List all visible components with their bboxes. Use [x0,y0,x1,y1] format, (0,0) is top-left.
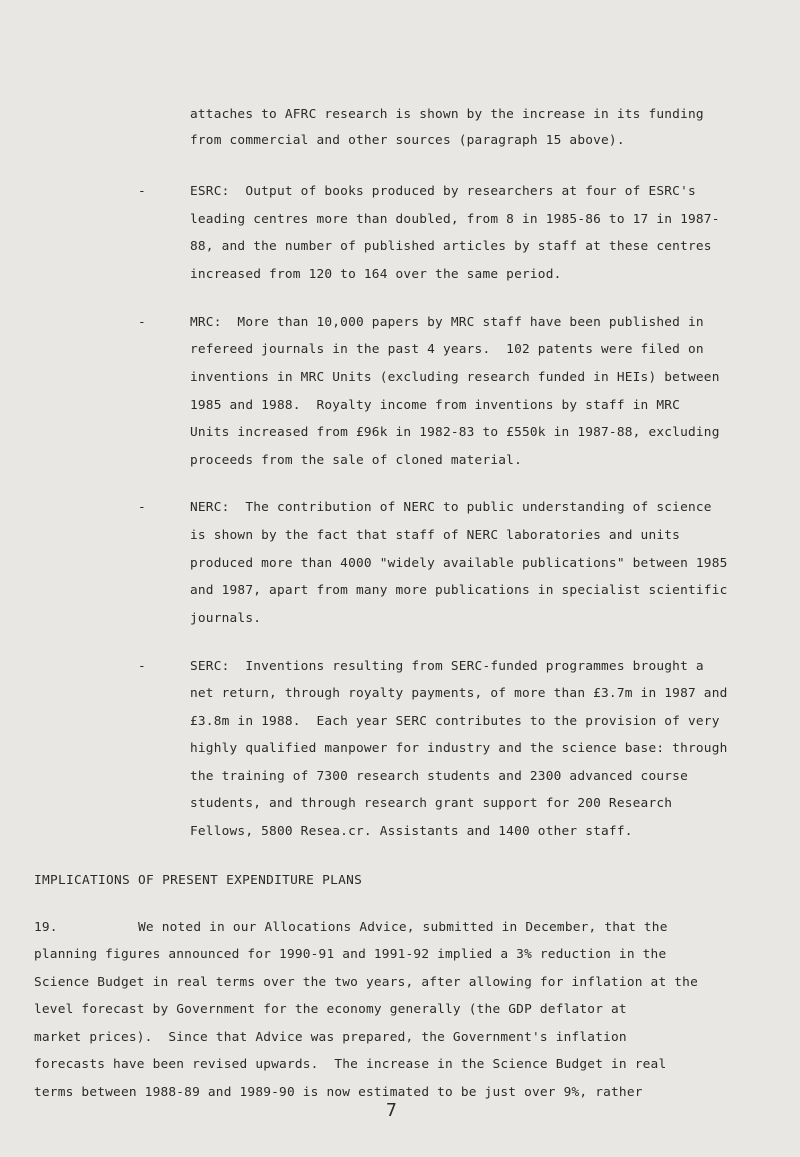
bullet-mrc-line: proceeds from the sale of cloned material. [190,453,522,468]
bullet-mrc-line: 1985 and 1988. Royalty income from inventions by staff in MRC [190,398,681,413]
text-line: attaches to AFRC research is shown by the increase in its funding [190,107,704,122]
paragraph-number: 19. [34,920,58,935]
bullet-serc-line: £3.8m in 1988. Each year SERC contributes to the provision of very [190,714,720,729]
text-line: from commercial and other sources (paragraph 15 above). [190,133,625,148]
bullet-serc-line: students, and through research grant support for 200 Research [190,796,673,811]
bullet-esrc-line: 88, and the number of published articles by staff at these centres [190,239,712,254]
paragraph-19-line: Science Budget in real terms over the two years, after allowing for inflation at the [34,975,698,990]
section-heading: IMPLICATIONS OF PRESENT EXPENDITURE PLANS [34,873,363,888]
bullet-esrc-line: increased from 120 to 164 over the same period. [190,267,562,282]
bullet-marker: - [138,659,146,674]
bullet-mrc-line: inventions in MRC Units (excluding research funded in HEIs) between [190,370,720,385]
paragraph-19-line: forecasts have been revised upwards. The increase in the Science Budget in real [34,1057,667,1072]
bullet-serc-line: SERC: Inventions resulting from SERC-funded programmes brought a [190,659,704,674]
bullet-nerc-line: produced more than 4000 "widely available publications" between 1985 [190,556,728,571]
bullet-mrc-line: MRC: More than 10,000 papers by MRC staff have been published in [190,315,704,330]
bullet-nerc-line: NERC: The contribution of NERC to public understanding of science [190,500,712,515]
bullet-esrc-line: leading centres more than doubled, from 8 in 1985-86 to 17 in 1987- [190,212,720,227]
bullet-esrc-line: ESRC: Output of books produced by researchers at four of ESRC's [190,184,696,199]
bullet-serc-line: highly qualified manpower for industry and the science base: through [190,741,728,756]
bullet-serc-line: net return, through royalty payments, of more than £3.7m in 1987 and [190,686,728,701]
bullet-nerc-line: journals. [190,611,262,626]
bullet-serc-line: the training of 7300 research students and 2300 advanced course [190,769,688,784]
bullet-mrc-line: Units increased from £96k in 1982-83 to £550k in 1987-88, excluding [190,425,720,440]
bullet-marker: - [138,315,146,330]
bullet-serc-line: Fellows, 5800 Resea.cr. Assistants and 1400 other staff. [190,824,633,839]
bullet-marker: - [138,500,146,515]
paragraph-19-line: planning figures announced for 1990-91 and 1991-92 implied a 3% reduction in the [34,947,667,962]
paragraph-19-line: market prices). Since that Advice was prepared, the Government's inflation [34,1030,627,1045]
bullet-mrc-line: refereed journals in the past 4 years. 102 patents were filed on [190,342,704,357]
paragraph-19-line: We noted in our Allocations Advice, submitted in December, that the [138,920,668,935]
bullet-nerc-line: is shown by the fact that staff of NERC laboratories and units [190,528,681,543]
bullet-marker: - [138,184,146,199]
paragraph-19-line: terms between 1988-89 and 1989-90 is now estimated to be just over 9%, rather [34,1085,643,1100]
bullet-nerc-line: and 1987, apart from many more publications in specialist scientific [190,583,728,598]
page-number: 7 [386,1100,397,1121]
paragraph-19-line: level forecast by Government for the economy generally (the GDP deflator at [34,1002,627,1017]
